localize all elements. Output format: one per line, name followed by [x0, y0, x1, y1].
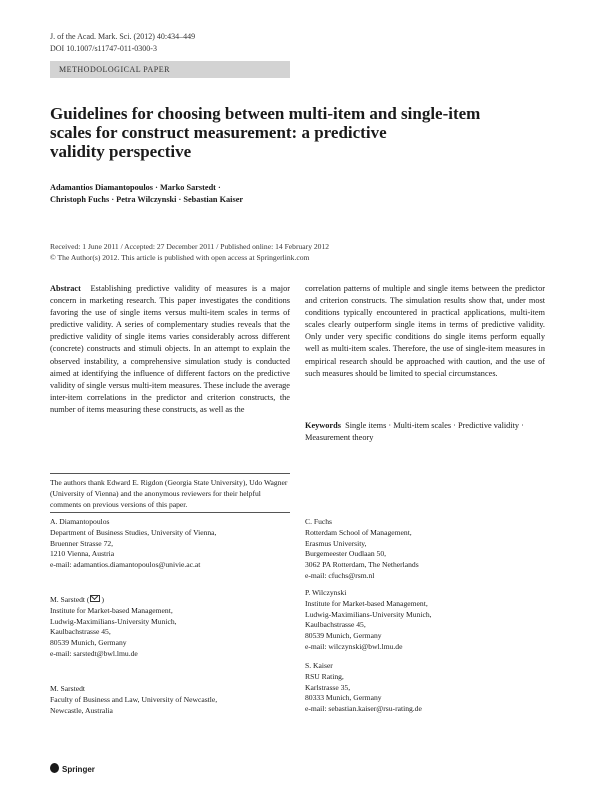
keywords-text: Single items · Multi-item scales · Predictive validity · Measurement theory	[305, 421, 524, 443]
acknowledgement: The authors thank Edward E. Rigdon (Georgia State University), Udo Wagner (University of Vienna) and the anonymous reviewers for their helpful comments on previous versions of this paper.	[50, 478, 288, 509]
email-link[interactable]: e-mail: adamantios.diamantopoulos@univie.ac.at	[50, 560, 201, 570]
copyright-notice: © The Author(s) 2012. This article is published with open access at Springerlink.com	[50, 253, 310, 262]
publication-dates	[50, 241, 329, 263]
address-line: 3062 PA Rotterdam, The Netherlands	[305, 560, 419, 570]
email-link[interactable]: e-mail: sarstedt@bwl.lmu.de	[50, 648, 138, 658]
address-line: Rotterdam School of Management,	[305, 527, 412, 537]
publisher-logo	[50, 763, 95, 774]
address-wilczynski	[305, 588, 545, 653]
footnote-divider	[50, 473, 290, 474]
address-line: P. Wilczynski	[305, 588, 347, 597]
address-divider	[50, 512, 290, 513]
keywords	[305, 420, 545, 444]
title-line-3: validity perspective	[50, 142, 192, 161]
address-line: Institute for Market-based Management,	[50, 605, 173, 615]
address-line: S. Kaiser	[305, 661, 333, 670]
received-dates: Received: 1 June 2011 / Accepted: 27 December 2011 / Published online: 14 February 2012	[50, 242, 330, 251]
journal-citation: J. of the Acad. Mark. Sci. (2012) 40:434–449	[50, 32, 196, 41]
address-name: M. Sarstedt ( )	[50, 595, 104, 604]
journal-header	[50, 31, 195, 55]
address-kaiser	[305, 661, 545, 715]
abstract-left-column	[50, 283, 290, 416]
address-line: Newcastle, Australia	[50, 705, 113, 715]
address-line: Institute for Market-based Management,	[305, 598, 428, 608]
paper-title	[50, 104, 510, 161]
article-type-banner: METHODOLOGICAL PAPER	[50, 61, 290, 78]
address-line: Faculty of Business and Law, University of Newcastle,	[50, 694, 218, 704]
address-sarstedt	[50, 595, 290, 660]
address-line: Kaulbachstrasse 45,	[50, 627, 111, 637]
authors-line-1: Adamantios Diamantopoulos · Marko Sarstedt ·	[50, 183, 221, 192]
address-line: 80333 Munich, Germany	[305, 693, 382, 703]
address-line: 80539 Munich, Germany	[305, 631, 382, 641]
keywords-label: Keywords	[305, 421, 341, 430]
abstract-text-left: Establishing predictive validity of measures is a major concern in marketing research. This paper investigates the conditions favoring the use of single items versus multi-item scales in terms of predictive validity. A series of complementary studies reveals that the predictive validity of single items varies considerably across different (concrete) constructs and stimuli objects. In an attempt to explain the observed instability, a comprehensive simulation study is conducted aimed at identifying the influence of different factors on the predictive validity of single versus multi-item measures. These include the average inter-item correlations in the predictor and criterion constructs, the number of items measuring these constructs, as well as the	[50, 284, 290, 414]
email-link[interactable]: e-mail: sebastian.kaiser@rsu-rating.de	[305, 704, 422, 714]
address-line: 1210 Vienna, Austria	[50, 549, 115, 559]
address-line: RSU Rating,	[305, 671, 344, 681]
envelope-icon[interactable]	[90, 595, 100, 602]
abstract-text-right: correlation patterns of multiple and single items between the predictor and criterion constructs. The simulation results show that, under most conditions typically encountered in practical applications, multi-item scales clearly outperform single items in terms of predictive validity. Only under very specific conditions do single items perform equally well as multi-item scales. Therefore, the use of single-item measures in empirical research should be approached with caution, and the use of such measures should be limited to special circumstances.	[305, 284, 545, 378]
doi[interactable]: DOI 10.1007/s11747-011-0300-3	[50, 44, 157, 53]
address-line: A. Diamantopoulos	[50, 517, 110, 526]
address-line: 80539 Munich, Germany	[50, 638, 127, 648]
address-line: Department of Business Studies, University of Vienna,	[50, 527, 217, 537]
email-link[interactable]: e-mail: cfuchs@rsm.nl	[305, 570, 375, 580]
address-line: Ludwig-Maximilians-University Munich,	[50, 616, 177, 626]
address-line: Karlstrasse 35,	[305, 682, 351, 692]
address-line: M. Sarstedt	[50, 684, 86, 693]
title-line-2: scales for construct measurement: a predictive	[50, 123, 387, 142]
address-line: Burgemeester Oudlaan 50,	[305, 549, 387, 559]
abstract-right-column	[305, 283, 545, 380]
authors-line-2: Christoph Fuchs · Petra Wilczynski · Sebastian Kaiser	[50, 195, 244, 204]
address-line: Bruenner Strasse 72,	[50, 538, 114, 548]
address-line: Erasmus University,	[305, 538, 367, 548]
email-link[interactable]: e-mail: wilczynski@bwl.lmu.de	[305, 641, 403, 651]
address-line: Ludwig-Maximilians-University Munich,	[305, 609, 432, 619]
address-sarstedt-newcastle	[50, 684, 290, 716]
address-diamantopoulos	[50, 517, 290, 571]
address-fuchs	[305, 517, 545, 582]
address-line: C. Fuchs	[305, 517, 333, 526]
publisher-name: Springer	[62, 765, 95, 774]
address-line: Kaulbachstrasse 45,	[305, 620, 366, 630]
abstract-label: Abstract	[50, 284, 81, 293]
springer-knight-icon	[50, 763, 59, 773]
author-list	[50, 182, 243, 206]
title-line-1: Guidelines for choosing between multi-item and single-item	[50, 104, 481, 123]
